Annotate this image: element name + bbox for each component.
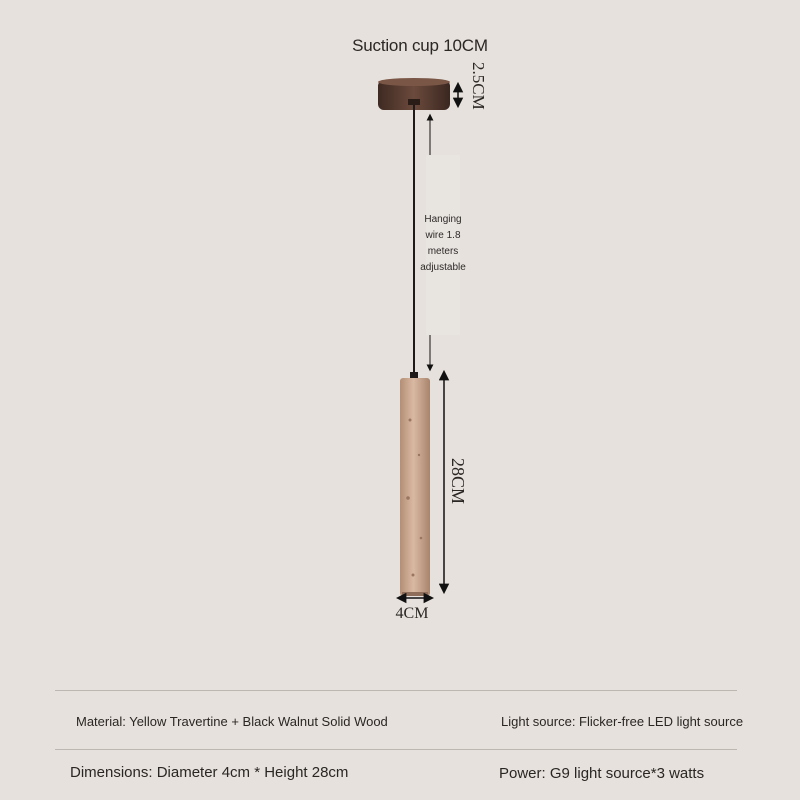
canopy-diameter-label: Suction cup 10CM bbox=[352, 36, 488, 55]
wire-note-line: meters bbox=[427, 246, 459, 257]
body-width-label: 4CM bbox=[395, 605, 429, 622]
spec-material: Material: Yellow Travertine + Black Walnut Solid Wood bbox=[76, 714, 388, 729]
spec-dimensions: Dimensions: Diameter 4cm * Height 28cm bbox=[70, 764, 349, 781]
travertine-body bbox=[400, 378, 430, 596]
divider bbox=[55, 690, 737, 691]
wire-note-line: Hanging bbox=[424, 214, 462, 225]
spec-power: Power: G9 light source*3 watts bbox=[499, 765, 705, 782]
canopy-height-label: 2.5CM bbox=[469, 62, 488, 110]
wire-note bbox=[410, 212, 476, 276]
body-height-label: 28CM bbox=[448, 458, 468, 505]
wire-note-line: adjustable bbox=[420, 262, 466, 273]
wire-note-line: wire 1.8 bbox=[425, 230, 461, 241]
spec-light-source: Light source: Flicker-free LED light source bbox=[501, 714, 744, 729]
divider bbox=[55, 749, 737, 750]
